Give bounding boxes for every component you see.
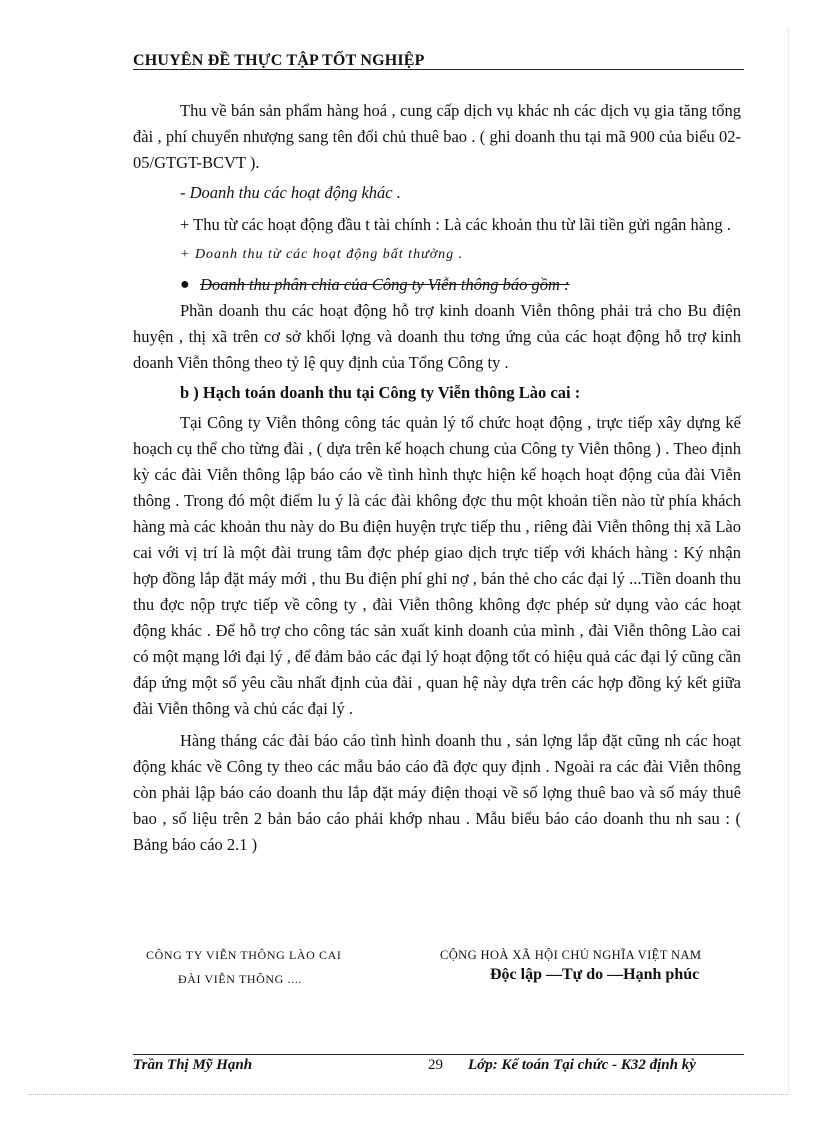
paragraph-unusual-revenue: + Doanh thu từ các hoạt động bất thường . bbox=[180, 247, 464, 262]
page-bottom-border bbox=[28, 1094, 788, 1095]
page-right-border bbox=[788, 28, 789, 1094]
paragraph-revenue-sales: Thu về bán sản phẩm hàng hoá , cung cấp dịch vụ khác nh các dịch vụ gia tăng tổng đài , phí chuyển nhượng sang tên đổi chủ thuê bao . ( ghi doanh thu tại mã 900 của biểu 02-05/GTGT-BCVT ). bbox=[133, 101, 741, 172]
document-body bbox=[133, 98, 741, 858]
company-name: CÔNG TY VIỄN THÔNG LÀO CAI bbox=[146, 948, 342, 962]
national-title: CỘNG HOÀ XÃ HỘI CHỦ NGHĨA VIỆT NAM bbox=[440, 948, 702, 962]
footer-author: Trần Thị Mỹ Hạnh bbox=[133, 1057, 253, 1073]
section-heading-b: b ) Hạch toán doanh thu tại Công ty Viễn thông Lào cai : bbox=[180, 383, 581, 402]
paragraph-financial-revenue: + Thu từ các hoạt động đầu t tài chính : Là các khoản thu từ lãi tiền gửi ngân hàng . bbox=[180, 215, 731, 234]
page-header-title: CHUYÊN ĐỀ THỰC TẬP TỐT NGHIỆP bbox=[133, 52, 425, 69]
footer-divider bbox=[133, 1054, 744, 1055]
bullet-text: Doanh thu phân chia của Công ty Viễn thông báo gồm : bbox=[200, 275, 570, 294]
national-motto: Độc lập —Tự do —Hạnh phúc bbox=[490, 966, 700, 983]
bullet-dot-icon: ● bbox=[180, 276, 190, 293]
footer-class-info: Lớp: Kế toán Tại chức - K32 định kỳ bbox=[468, 1057, 696, 1073]
paragraph-other-revenue: - Doanh thu các hoạt động khác . bbox=[180, 183, 401, 202]
bullet-item bbox=[133, 272, 741, 298]
header-divider bbox=[133, 69, 744, 70]
page-number: 29 bbox=[428, 1057, 443, 1073]
paragraph-shared-revenue: Phần doanh thu các hoạt động hỗ trợ kinh doanh Viễn thông phải trả cho Bu điện huyện , thị xã trên cơ sở khối lợng và doanh thu tơng ứng của các hoạt động hỗ trợ kinh doanh Viễn thông theo tỷ lệ quy định của Tổng Công ty . bbox=[133, 301, 741, 372]
station-name: ĐÀI VIỄN THÔNG .... bbox=[178, 972, 302, 986]
paragraph-monthly-report: Hàng tháng các đài báo cáo tình hình doanh thu , sản lợng lắp đặt cũng nh các hoạt động khác về Công ty theo các mẫu báo cáo đã đợc quy định . Ngoài ra các đài Viễn thông còn phải lập báo cáo doanh thu lắp đặt máy điện thoại về số lợng thuê bao và số máy thuê bao , số liệu trên 2 bản báo cáo phải khớp nhau . Mẫu biểu báo cáo doanh thu nh sau : ( Bảng báo cáo 2.1 ) bbox=[133, 731, 741, 854]
paragraph-accounting-process: Tại Công ty Viễn thông công tác quản lý tổ chức hoạt động , trực tiếp xây dựng kế hoạch cụ thể cho từng đài , ( dựa trên kế hoạch chung của Công ty Viễn thông ) . Theo định kỳ các đài Viễn thông lập báo cáo về tình hình thực hiện kế hoạch hoạt động của đài Viễn thông . Trong đó một điểm lu ý là các đài không đợc thu một khoản tiền nào từ phía khách hàng mà các khoản thu này do Bu điện huyện trực tiếp thu , riêng đài Viễn thông thị xã Lào cai với vị trí là một đài trung tâm đợc phép giao dịch trực tiếp với khách hàng : Ký nhận hợp đồng lắp đặt máy mới , thu Bu điện phí ghi nợ , bán thẻ cho các đại lý ...Tiền doanh thu thu đợc nộp trực tiếp về công ty , đài Viễn thông không đợc phép sử dụng vào các hoạt động khác . Để hỗ trợ cho công tác sản xuất kinh doanh của mình , đài Viễn thông Lào cai có một mạng lới đại lý , để đảm bảo các đại lý hoạt động tốt có hiệu quả các đại lý cũng cần đáp ứng một số yêu cầu nhất định của đài , quan hệ này dựa trên các hợp đồng ký kết giữa đài Viễn thông và chủ các đại lý . bbox=[133, 413, 741, 718]
